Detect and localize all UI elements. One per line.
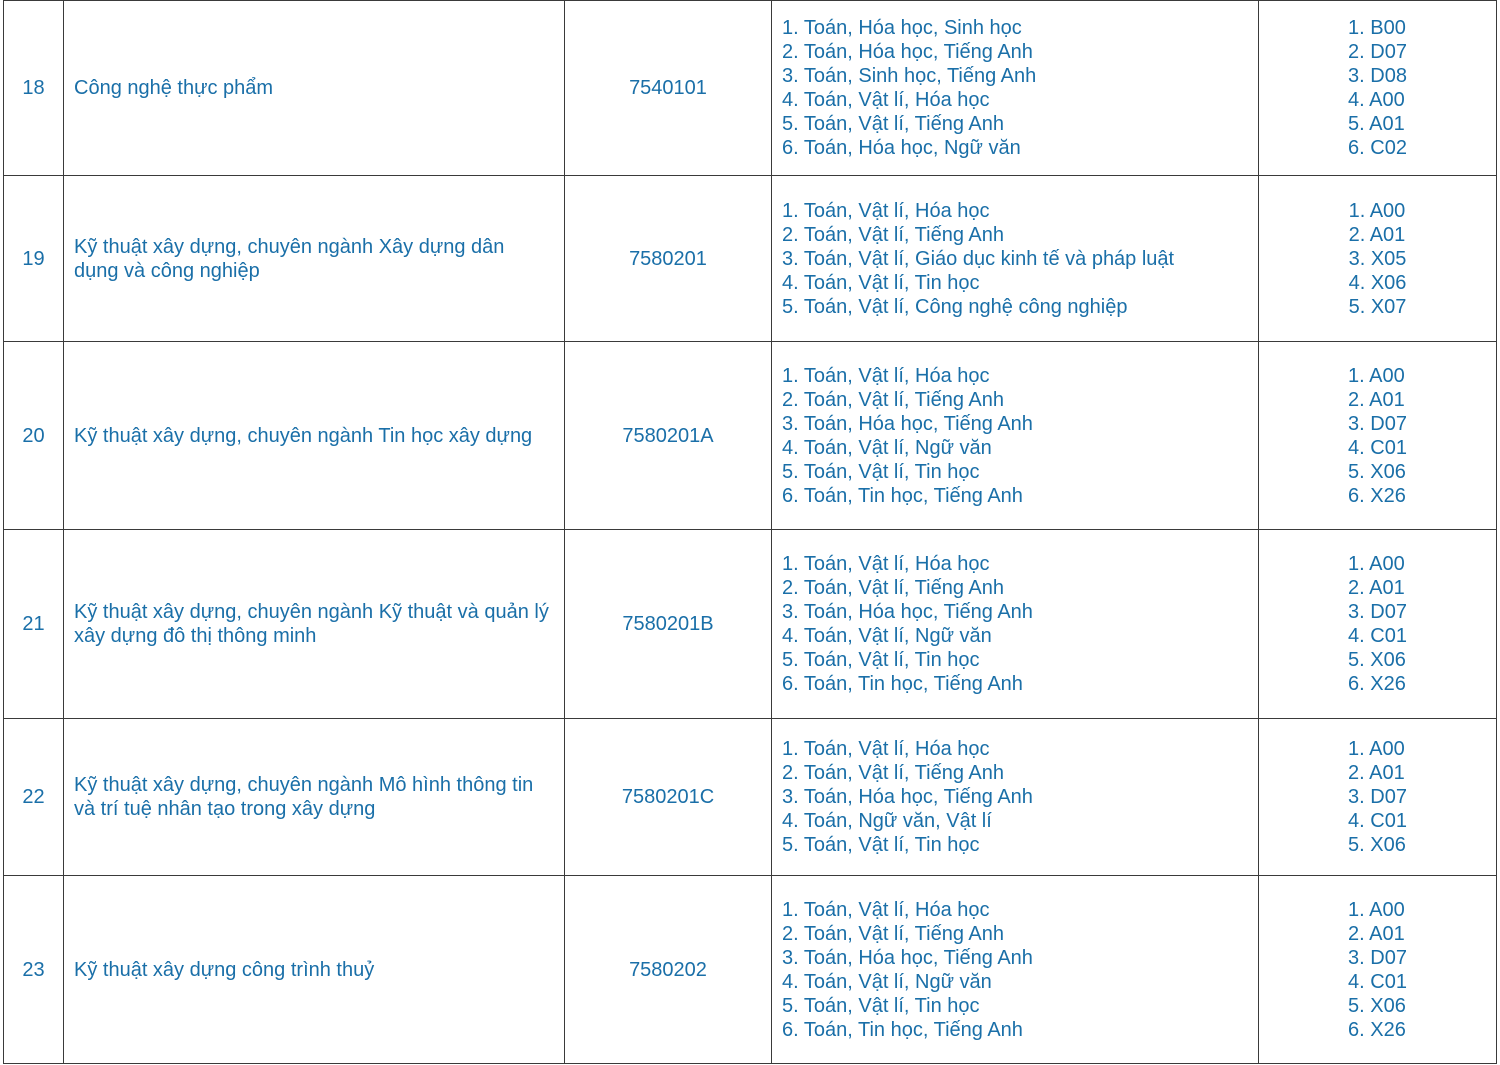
block-code-list (1348, 737, 1407, 857)
block-code-item: 1. A00 (1348, 199, 1406, 222)
block-codes (1259, 342, 1497, 530)
block-code-item: 5. A01 (1348, 113, 1405, 135)
table-row (4, 876, 1497, 1064)
block-code-item: 4. C01 (1348, 436, 1407, 459)
major-code: 7580201B (565, 530, 772, 719)
block-code-item: 3. D08 (1348, 65, 1407, 87)
subject-combinations (772, 719, 1259, 876)
combination-item: 2. Toán, Vật lí, Tiếng Anh (782, 577, 1005, 599)
block-code-list (1349, 199, 1407, 319)
table-row (4, 719, 1497, 876)
block-code-item: 5. X06 (1348, 649, 1406, 671)
combination-item: 4. Toán, Vật lí, Ngữ văn (782, 970, 992, 993)
row-number: 18 (4, 1, 64, 176)
majors-table-body (4, 1, 1497, 1064)
block-code-item: 4. C01 (1348, 810, 1407, 832)
block-codes (1259, 719, 1497, 876)
row-number: 19 (4, 176, 64, 342)
block-code-item: 4. C01 (1348, 970, 1407, 993)
combination-item: 5. Toán, Vật lí, Tin học (782, 460, 980, 483)
block-codes (1259, 530, 1497, 719)
table-row (4, 176, 1497, 342)
major-name: Kỹ thuật xây dựng, chuyên ngành Kỹ thuật và quản lý xây dựng đô thị thông minh (64, 530, 565, 719)
block-code-item: 2. A01 (1348, 388, 1405, 411)
table-row (4, 530, 1497, 719)
combination-item: 1. Toán, Vật lí, Hóa học (782, 364, 990, 387)
block-code-item: 3. D07 (1348, 601, 1407, 623)
major-code: 7580201C (565, 719, 772, 876)
major-name: Kỹ thuật xây dựng công trình thuỷ (64, 876, 565, 1064)
block-code-item: 2. A01 (1348, 577, 1405, 599)
row-number: 23 (4, 876, 64, 1064)
block-code-item: 4. A00 (1348, 89, 1405, 111)
combination-item: 5. Toán, Vật lí, Công nghệ công nghiệp (782, 295, 1128, 318)
combination-item: 6. Toán, Hóa học, Ngữ văn (782, 137, 1021, 159)
subject-combinations (772, 530, 1259, 719)
subject-combinations (772, 342, 1259, 530)
combination-item: 4. Toán, Vật lí, Ngữ văn (782, 625, 992, 647)
major-name: Công nghệ thực phẩm (64, 1, 565, 176)
combination-item: 2. Toán, Vật lí, Tiếng Anh (782, 223, 1005, 246)
block-code-item: 3. D07 (1348, 946, 1407, 969)
block-code-item: 6. X26 (1348, 673, 1406, 695)
block-codes (1259, 1, 1497, 176)
combination-item: 1. Toán, Vật lí, Hóa học (782, 553, 990, 575)
block-code-item: 1. B00 (1348, 17, 1406, 39)
block-code-item: 3. X05 (1348, 247, 1407, 270)
block-code-item: 2. A01 (1348, 922, 1405, 945)
block-codes (1259, 176, 1497, 342)
row-number: 21 (4, 530, 64, 719)
combination-item: 6. Toán, Tin học, Tiếng Anh (782, 1018, 1023, 1041)
block-code-item: 5. X06 (1348, 834, 1406, 856)
block-code-item: 5. X06 (1348, 460, 1406, 483)
combination-item: 1. Toán, Vật lí, Hóa học (782, 199, 990, 222)
major-code: 7580201A (565, 342, 772, 530)
row-number: 22 (4, 719, 64, 876)
table-row (4, 1, 1497, 176)
combination-item: 3. Toán, Hóa học, Tiếng Anh (782, 946, 1033, 969)
major-code: 7580202 (565, 876, 772, 1064)
combination-item: 1. Toán, Vật lí, Hóa học (782, 738, 990, 760)
combination-item: 2. Toán, Vật lí, Tiếng Anh (782, 388, 1005, 411)
combination-item: 3. Toán, Hóa học, Tiếng Anh (782, 786, 1033, 808)
block-codes (1259, 876, 1497, 1064)
block-code-item: 1. A00 (1348, 898, 1405, 921)
block-code-item: 5. X07 (1348, 295, 1407, 318)
combination-item: 4. Toán, Ngữ văn, Vật lí (782, 810, 992, 832)
combination-item: 4. Toán, Vật lí, Tin học (782, 271, 980, 294)
block-code-item: 2. A01 (1348, 223, 1406, 246)
table-row (4, 342, 1497, 530)
combination-item: 5. Toán, Vật lí, Tin học (782, 834, 980, 856)
combination-item: 6. Toán, Tin học, Tiếng Anh (782, 673, 1023, 695)
block-code-item: 4. X06 (1348, 271, 1407, 294)
block-code-item: 6. X26 (1348, 484, 1406, 507)
combination-item: 1. Toán, Hóa học, Sinh học (782, 17, 1022, 39)
combination-item: 5. Toán, Vật lí, Tin học (782, 649, 980, 671)
block-code-list (1348, 552, 1407, 696)
combination-item: 1. Toán, Vật lí, Hóa học (782, 898, 990, 921)
block-code-item: 3. D07 (1348, 786, 1407, 808)
block-code-list (1348, 364, 1407, 508)
subject-combinations (772, 876, 1259, 1064)
combination-item: 3. Toán, Hóa học, Tiếng Anh (782, 412, 1033, 435)
combination-item: 5. Toán, Vật lí, Tiếng Anh (782, 113, 1005, 135)
block-code-item: 5. X06 (1348, 994, 1406, 1017)
major-name: Kỹ thuật xây dựng, chuyên ngành Tin học xây dựng (64, 342, 565, 530)
block-code-item: 1. A00 (1348, 364, 1405, 387)
combination-item: 3. Toán, Vật lí, Giáo dục kinh tế và pháp luật (782, 247, 1175, 270)
combination-item: 2. Toán, Vật lí, Tiếng Anh (782, 922, 1005, 945)
combination-item: 6. Toán, Tin học, Tiếng Anh (782, 484, 1023, 507)
combination-item: 4. Toán, Vật lí, Hóa học (782, 89, 990, 111)
block-code-item: 6. C02 (1348, 137, 1407, 159)
major-name: Kỹ thuật xây dựng, chuyên ngành Mô hình thông tin và trí tuệ nhân tạo trong xây dựng (64, 719, 565, 876)
block-code-item: 1. A00 (1348, 738, 1405, 760)
block-code-item: 2. D07 (1348, 41, 1407, 63)
combination-item: 2. Toán, Vật lí, Tiếng Anh (782, 762, 1005, 784)
block-code-item: 3. D07 (1348, 412, 1407, 435)
block-code-item: 4. C01 (1348, 625, 1407, 647)
combination-item: 4. Toán, Vật lí, Ngữ văn (782, 436, 992, 459)
combination-item: 2. Toán, Hóa học, Tiếng Anh (782, 41, 1033, 63)
row-number: 20 (4, 342, 64, 530)
major-code: 7580201 (565, 176, 772, 342)
block-code-list (1348, 898, 1407, 1042)
combination-item: 3. Toán, Sinh học, Tiếng Anh (782, 65, 1037, 87)
major-code: 7540101 (565, 1, 772, 176)
combination-item: 5. Toán, Vật lí, Tin học (782, 994, 980, 1017)
block-code-item: 6. X26 (1348, 1018, 1406, 1041)
block-code-item: 2. A01 (1348, 762, 1405, 784)
major-name: Kỹ thuật xây dựng, chuyên ngành Xây dựng dân dụng và công nghiệp (64, 176, 565, 342)
subject-combinations (772, 1, 1259, 176)
combination-item: 3. Toán, Hóa học, Tiếng Anh (782, 601, 1033, 623)
majors-table (3, 0, 1497, 1064)
subject-combinations (772, 176, 1259, 342)
block-code-list (1348, 16, 1407, 160)
block-code-item: 1. A00 (1348, 553, 1405, 575)
